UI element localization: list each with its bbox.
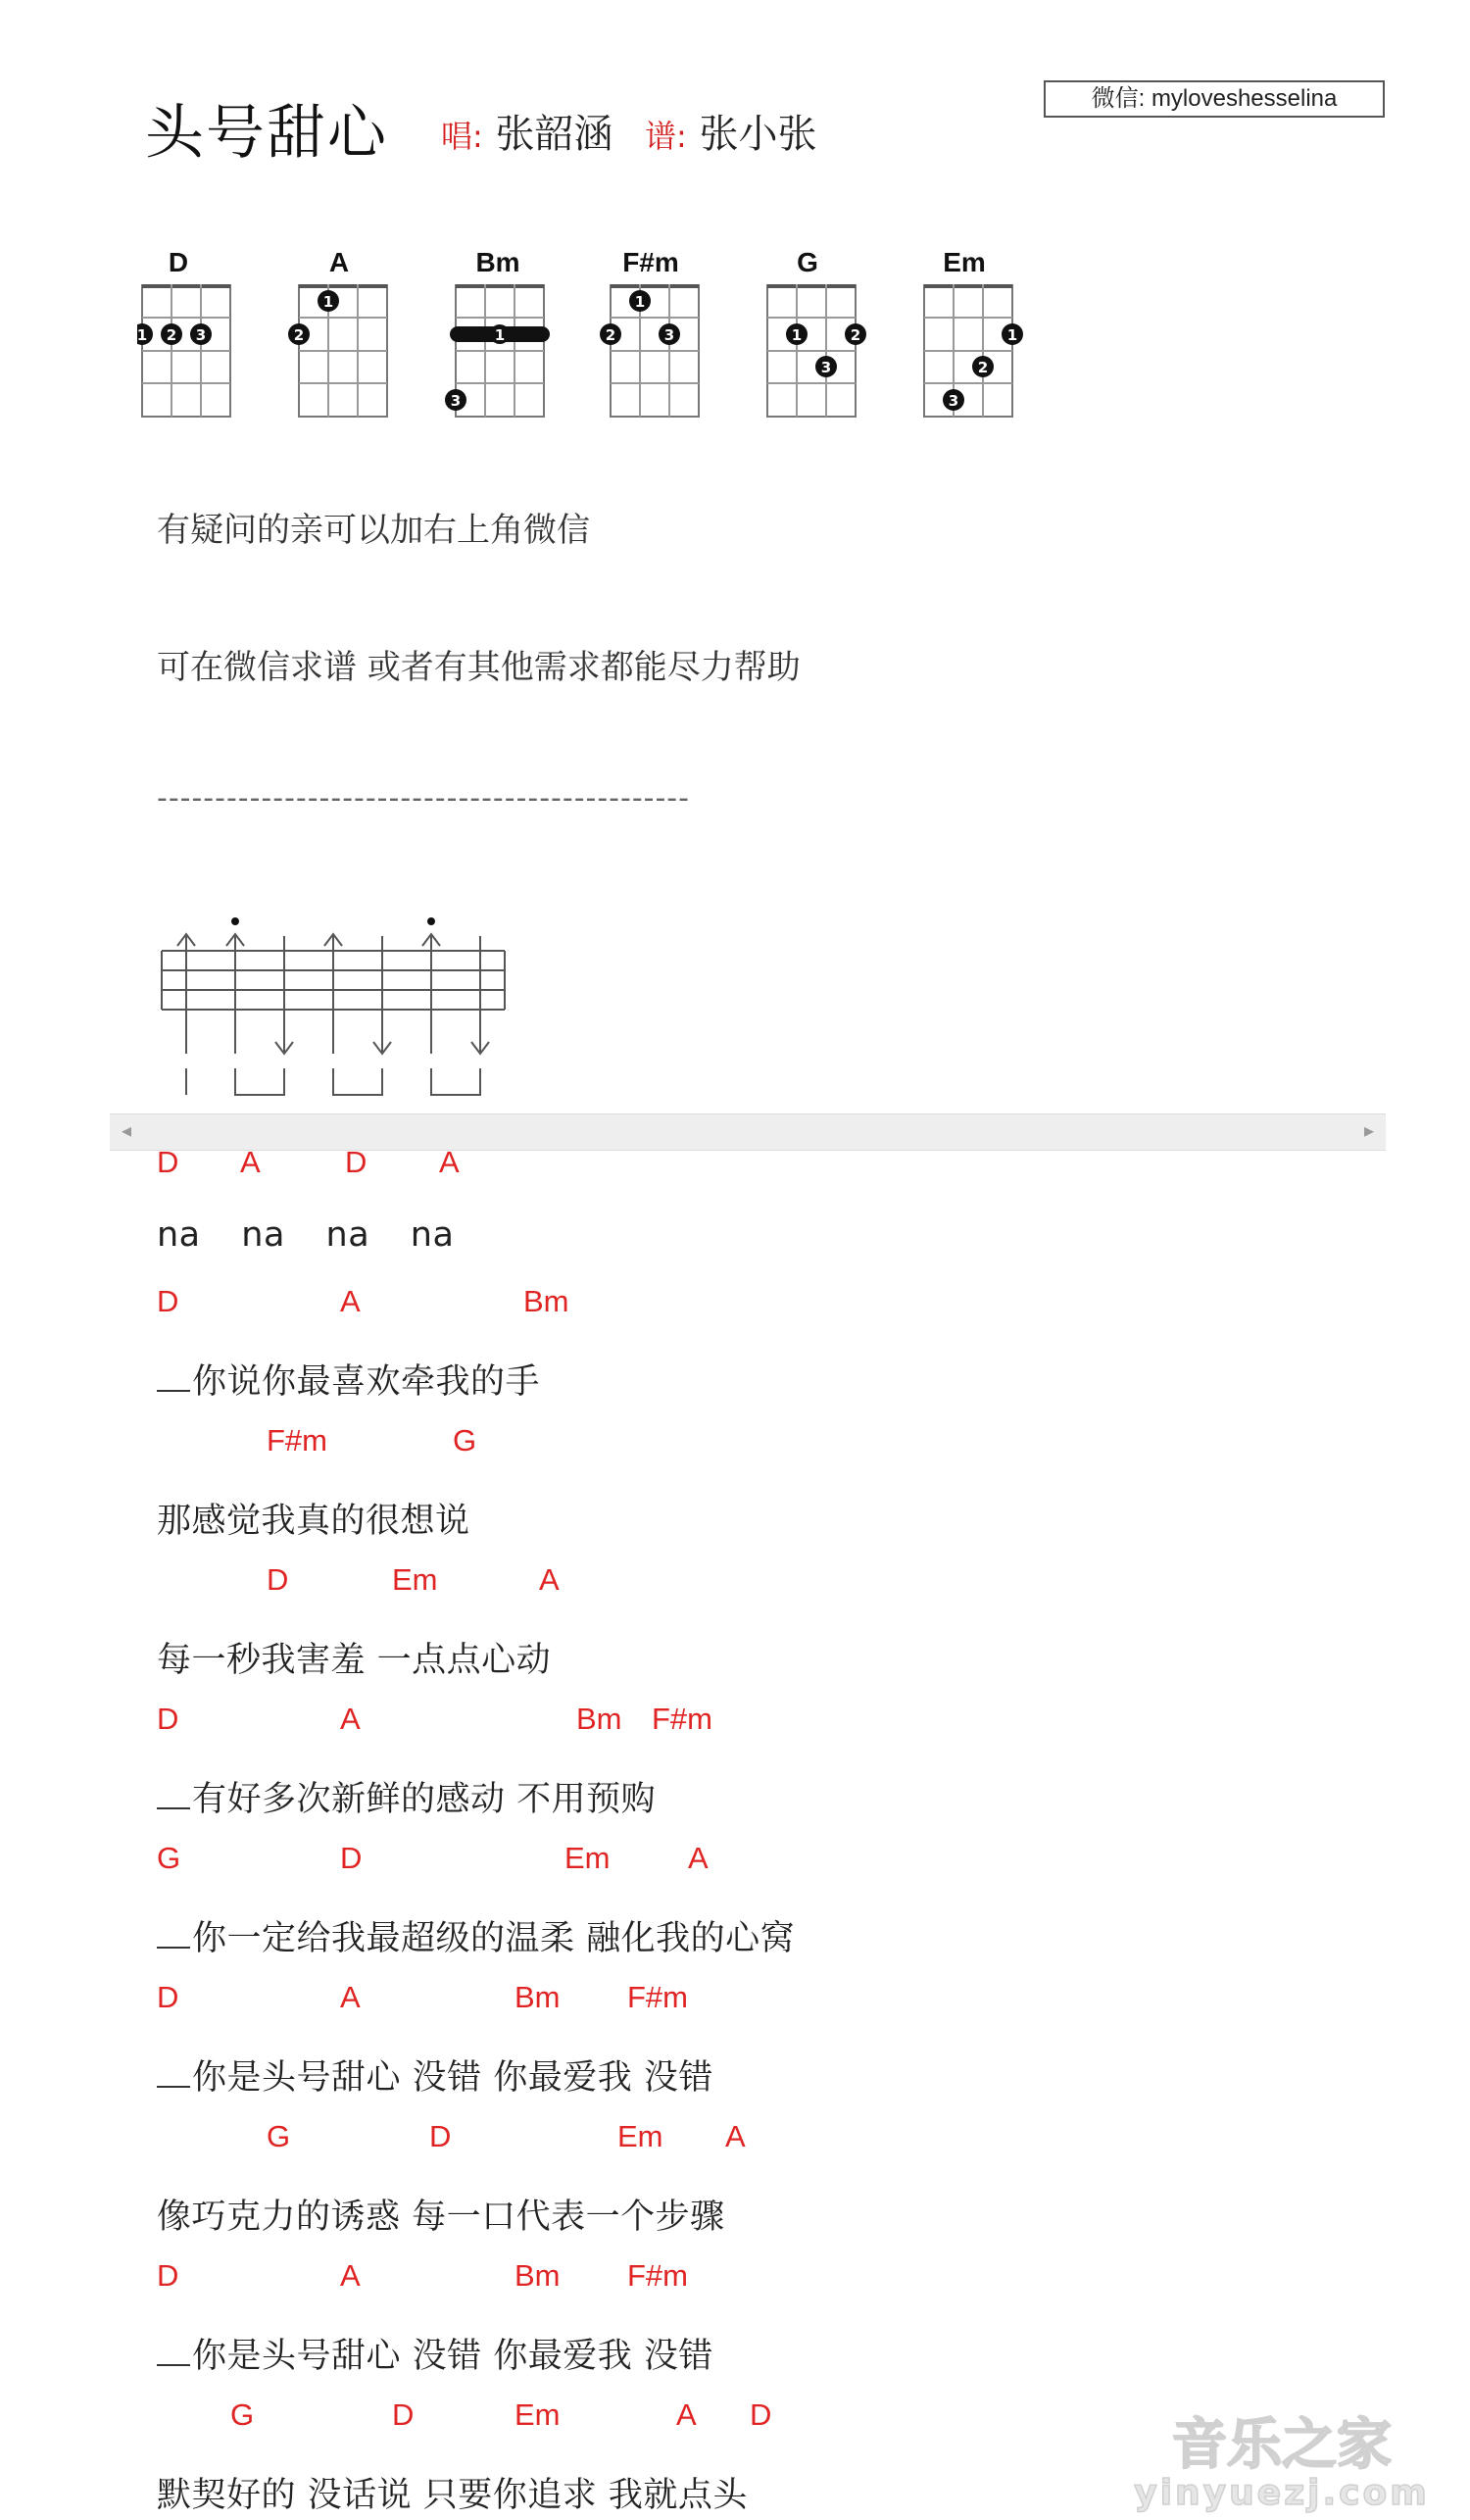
svg-text:3: 3 — [663, 326, 675, 344]
chord-bm-diagram — [445, 284, 550, 417]
scroll-left-icon[interactable]: ◂ — [122, 1118, 132, 1142]
chord-label: A — [688, 1841, 709, 1875]
lyric-line: 那感觉我真的很想说 — [157, 1502, 470, 1541]
lyric-line: 每一秒我害羞 一点点心动 — [157, 1641, 552, 1680]
pickup-blank — [157, 2086, 190, 2088]
lyric-line: 你是头号甜心 没错 你最爱我 没错 — [192, 2058, 713, 2098]
pickup-blank — [157, 1947, 190, 1949]
chord-label: A — [539, 1562, 560, 1597]
chord-label: D — [157, 1702, 179, 1736]
chord-label: A — [676, 2397, 697, 2432]
chord-label: F#m — [627, 2258, 688, 2293]
note-line-1: 有疑问的亲可以加右上角微信 — [157, 511, 590, 550]
chord-label: Bm — [576, 1702, 622, 1736]
tabber-name: 张小张 — [699, 112, 817, 157]
chord-name-em: Em — [943, 247, 986, 277]
chord-a-diagram — [288, 284, 387, 417]
song-sheet — [0, 1145, 1470, 2517]
chord-name-d: D — [168, 247, 189, 277]
tabber-label: 谱: — [645, 118, 687, 155]
chord-label: D — [429, 2119, 452, 2153]
svg-text:1: 1 — [137, 326, 148, 344]
lyric-line: 你是头号甜心 没错 你最爱我 没错 — [192, 2337, 713, 2376]
site-watermark-logo — [1105, 2406, 1458, 2514]
singer-info — [441, 103, 613, 159]
svg-text:1: 1 — [322, 293, 334, 311]
chord-label: Em — [564, 1841, 611, 1875]
wechat-box: 微信: myloveshesselina — [1044, 80, 1385, 118]
chord-label: G — [157, 1841, 181, 1875]
chord-line — [0, 1284, 1274, 1323]
svg-text:1: 1 — [494, 326, 506, 344]
note-line-2: 可在微信求谱 或者有其他需求都能尽力帮助 — [157, 648, 801, 687]
chord-label: A — [340, 2258, 361, 2293]
chord-name-a: A — [328, 247, 350, 277]
chord-fsm-diagram — [600, 284, 699, 417]
chord-line — [0, 1145, 1274, 1184]
pickup-blank — [157, 1807, 190, 1809]
chord-label: A — [439, 1145, 460, 1179]
chord-label: G — [453, 1423, 477, 1458]
chord-line — [0, 1980, 1274, 2019]
chord-label: D — [157, 1145, 179, 1179]
chord-label: F#m — [652, 1702, 712, 1736]
lyric-line: 像巧克力的诱惑 每一口代表一个步骤 — [157, 2198, 725, 2237]
svg-text:3: 3 — [195, 326, 207, 344]
chord-label: D — [157, 1980, 179, 2014]
lyric-line: 有好多次新鲜的感动 不用预购 — [192, 1780, 657, 1819]
chord-em-diagram — [924, 284, 1023, 417]
svg-text:2: 2 — [605, 326, 616, 344]
divider: ---------------------------------------------- — [157, 781, 690, 815]
chord-line — [0, 1702, 1274, 1741]
chord-label: A — [340, 1702, 361, 1736]
chord-label: D — [750, 2397, 772, 2432]
svg-text:1: 1 — [791, 326, 803, 344]
chord-g-diagram — [767, 284, 866, 417]
chord-label: D — [157, 1284, 179, 1318]
chord-label: G — [267, 2119, 291, 2153]
chord-label: D — [340, 1841, 363, 1875]
chord-label: D — [392, 2397, 415, 2432]
chord-label: F#m — [267, 1423, 327, 1458]
chord-line — [0, 2258, 1274, 2298]
lyric-line: na na na na — [157, 1215, 455, 1255]
chord-label: D — [345, 1145, 368, 1179]
chord-line — [0, 2119, 1274, 2158]
chord-d-diagram — [137, 284, 230, 417]
svg-text:音乐之家: 音乐之家 — [1172, 2413, 1392, 2477]
chord-line — [0, 1423, 1274, 1462]
chord-line — [0, 2397, 1274, 2437]
chord-label: Bm — [514, 1980, 561, 2014]
svg-text:2: 2 — [293, 326, 305, 344]
svg-text:2: 2 — [166, 326, 177, 344]
chord-grids — [137, 284, 1039, 431]
svg-text:3: 3 — [450, 392, 462, 410]
chord-name-bm: Bm — [475, 247, 520, 277]
chord-label: G — [230, 2397, 255, 2432]
chord-label: Em — [617, 2119, 663, 2153]
lyric-line: 你说你最喜欢牵我的手 — [192, 1362, 541, 1402]
chord-label: A — [725, 2119, 746, 2153]
chord-label: Em — [392, 1562, 438, 1597]
chord-label: Em — [514, 2397, 561, 2432]
svg-text:2: 2 — [977, 359, 989, 376]
tabber-info — [645, 103, 817, 159]
chord-label: D — [267, 1562, 289, 1597]
chord-label: Bm — [514, 2258, 561, 2293]
chord-name-g: G — [797, 247, 818, 277]
chord-diagrams — [137, 247, 1039, 433]
singer-name: 张韶涵 — [495, 112, 613, 157]
lyric-line: 默契好的 没话说 只要你追求 我就点头 — [157, 2476, 748, 2515]
chord-line — [0, 1841, 1274, 1880]
lyric-line: 你一定给我最超级的温柔 融化我的心窝 — [192, 1919, 796, 1958]
chord-name-fsm: F#m — [622, 247, 679, 277]
pickup-blank — [157, 1390, 190, 1392]
svg-text:1: 1 — [634, 293, 646, 311]
scroll-right-icon[interactable]: ▸ — [1363, 1118, 1374, 1142]
svg-text:3: 3 — [820, 359, 832, 376]
chord-label: Bm — [523, 1284, 569, 1318]
pickup-blank — [157, 2364, 190, 2366]
singer-label: 唱: — [441, 118, 483, 155]
song-title: 头号甜心 — [145, 99, 388, 168]
svg-text:3: 3 — [948, 392, 959, 410]
svg-text:1: 1 — [1006, 326, 1018, 344]
chord-label: A — [340, 1284, 361, 1318]
chord-label: A — [340, 1980, 361, 2014]
chord-line — [0, 1562, 1274, 1602]
chord-label: F#m — [627, 1980, 688, 2014]
svg-text:yinyuezj.com: yinyuezj.com — [1134, 2473, 1430, 2513]
chord-label: D — [157, 2258, 179, 2293]
chord-label: A — [240, 1145, 261, 1179]
svg-text:2: 2 — [850, 326, 861, 344]
strum-pattern — [152, 907, 524, 1103]
